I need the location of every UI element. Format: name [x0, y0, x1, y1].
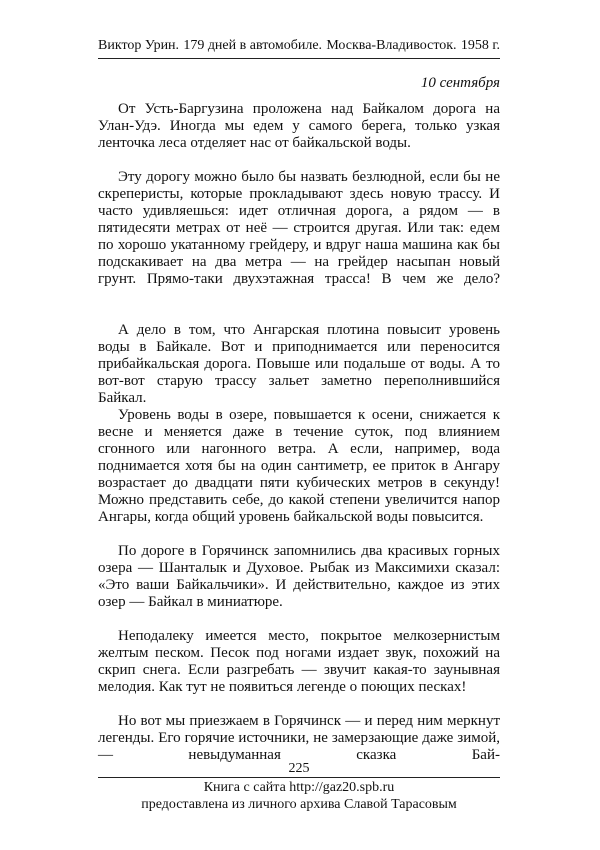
header-route: Москва-Владивосток. [326, 38, 457, 53]
footer-divider [98, 777, 500, 778]
paragraph: От Усть-Баргузина проложена над Байкалом дорога на Улан-Удэ. Иногда мы едем у самого берега, только узкая ленточка леса отделяет нас от байкальской воды. [98, 101, 500, 151]
header-book-title: 179 дней в автомобиле. [183, 38, 323, 53]
paragraph: Эту дорогу можно было бы назвать безлюдной, если бы не скреперисты, которые прокладывают здесь новую трассу. И часто удивляешься: идет отличная дорога, а рядом — в пятидесяти метрах от неё — строится другая. Или так: едем по хорошо укатанному грейдеру, и вдруг наша машина как бы подскакивает на два метра — на грейдер насыпан новый грунт. Прямо-таки двухэтажная трасса! В чем же дело? [98, 169, 500, 287]
header-divider [98, 58, 500, 59]
footer-credit-line: предоставлена из личного архива Славой Тарасовым [141, 797, 457, 812]
paragraph: А дело в том, что Ангарская плотина повысит уровень воды в Байкале. Вот и приподнимается или переносится прибайкальская дорога. Повыше или подальше от воды. А то вот-вот старую трассу зальет заметно переполнившийся Байкал. [98, 322, 500, 406]
paragraph: Но вот мы приезжаем в Горячинск — и перед ним меркнут легенды. Его горячие источники, не замерзающие даже зимой, — невыдуманная сказка Бай- [98, 713, 500, 763]
paragraph: Неподалеку имеется место, покрытое мелкозернистым желтым песком. Песок под ногами издает звук, похожий на скрип снега. Если разгребать — звучит какая-то заунывная мелодия. Как тут не появиться легенде о поющих песках! [98, 628, 500, 695]
page-number: 225 [288, 761, 310, 776]
header-year: 1958 г. [460, 38, 500, 53]
paragraph: Уровень воды в озере, повышается к осени, снижается к весне и меняется даже в течение суток, под влиянием сгонного или нагонного ветра. А если, например, вода поднимается хотя бы на один сантиметр, ее приток в Ангару возрастает до двадцати пяти кубических метров в секунду! Можно представить себе, до какой степени увеличится напор Ангары, когда общий уровень байкальской воды повысится. [98, 407, 500, 525]
entry-date: 10 сентября [420, 75, 500, 91]
running-header [98, 37, 500, 55]
footer-source-line: Книга с сайта http://gaz20.spb.ru [203, 780, 395, 795]
body-text [98, 101, 500, 763]
header-author: Виктор Урин. [98, 38, 180, 53]
paragraph: По дороге в Горячинск запомнились два красивых горных озера — Шанталык и Духовое. Рыбак из Максимихи сказал: «Это ваши Байкальчики». И действительно, каждое из этих озер — Байкал в миниатюре. [98, 543, 500, 610]
